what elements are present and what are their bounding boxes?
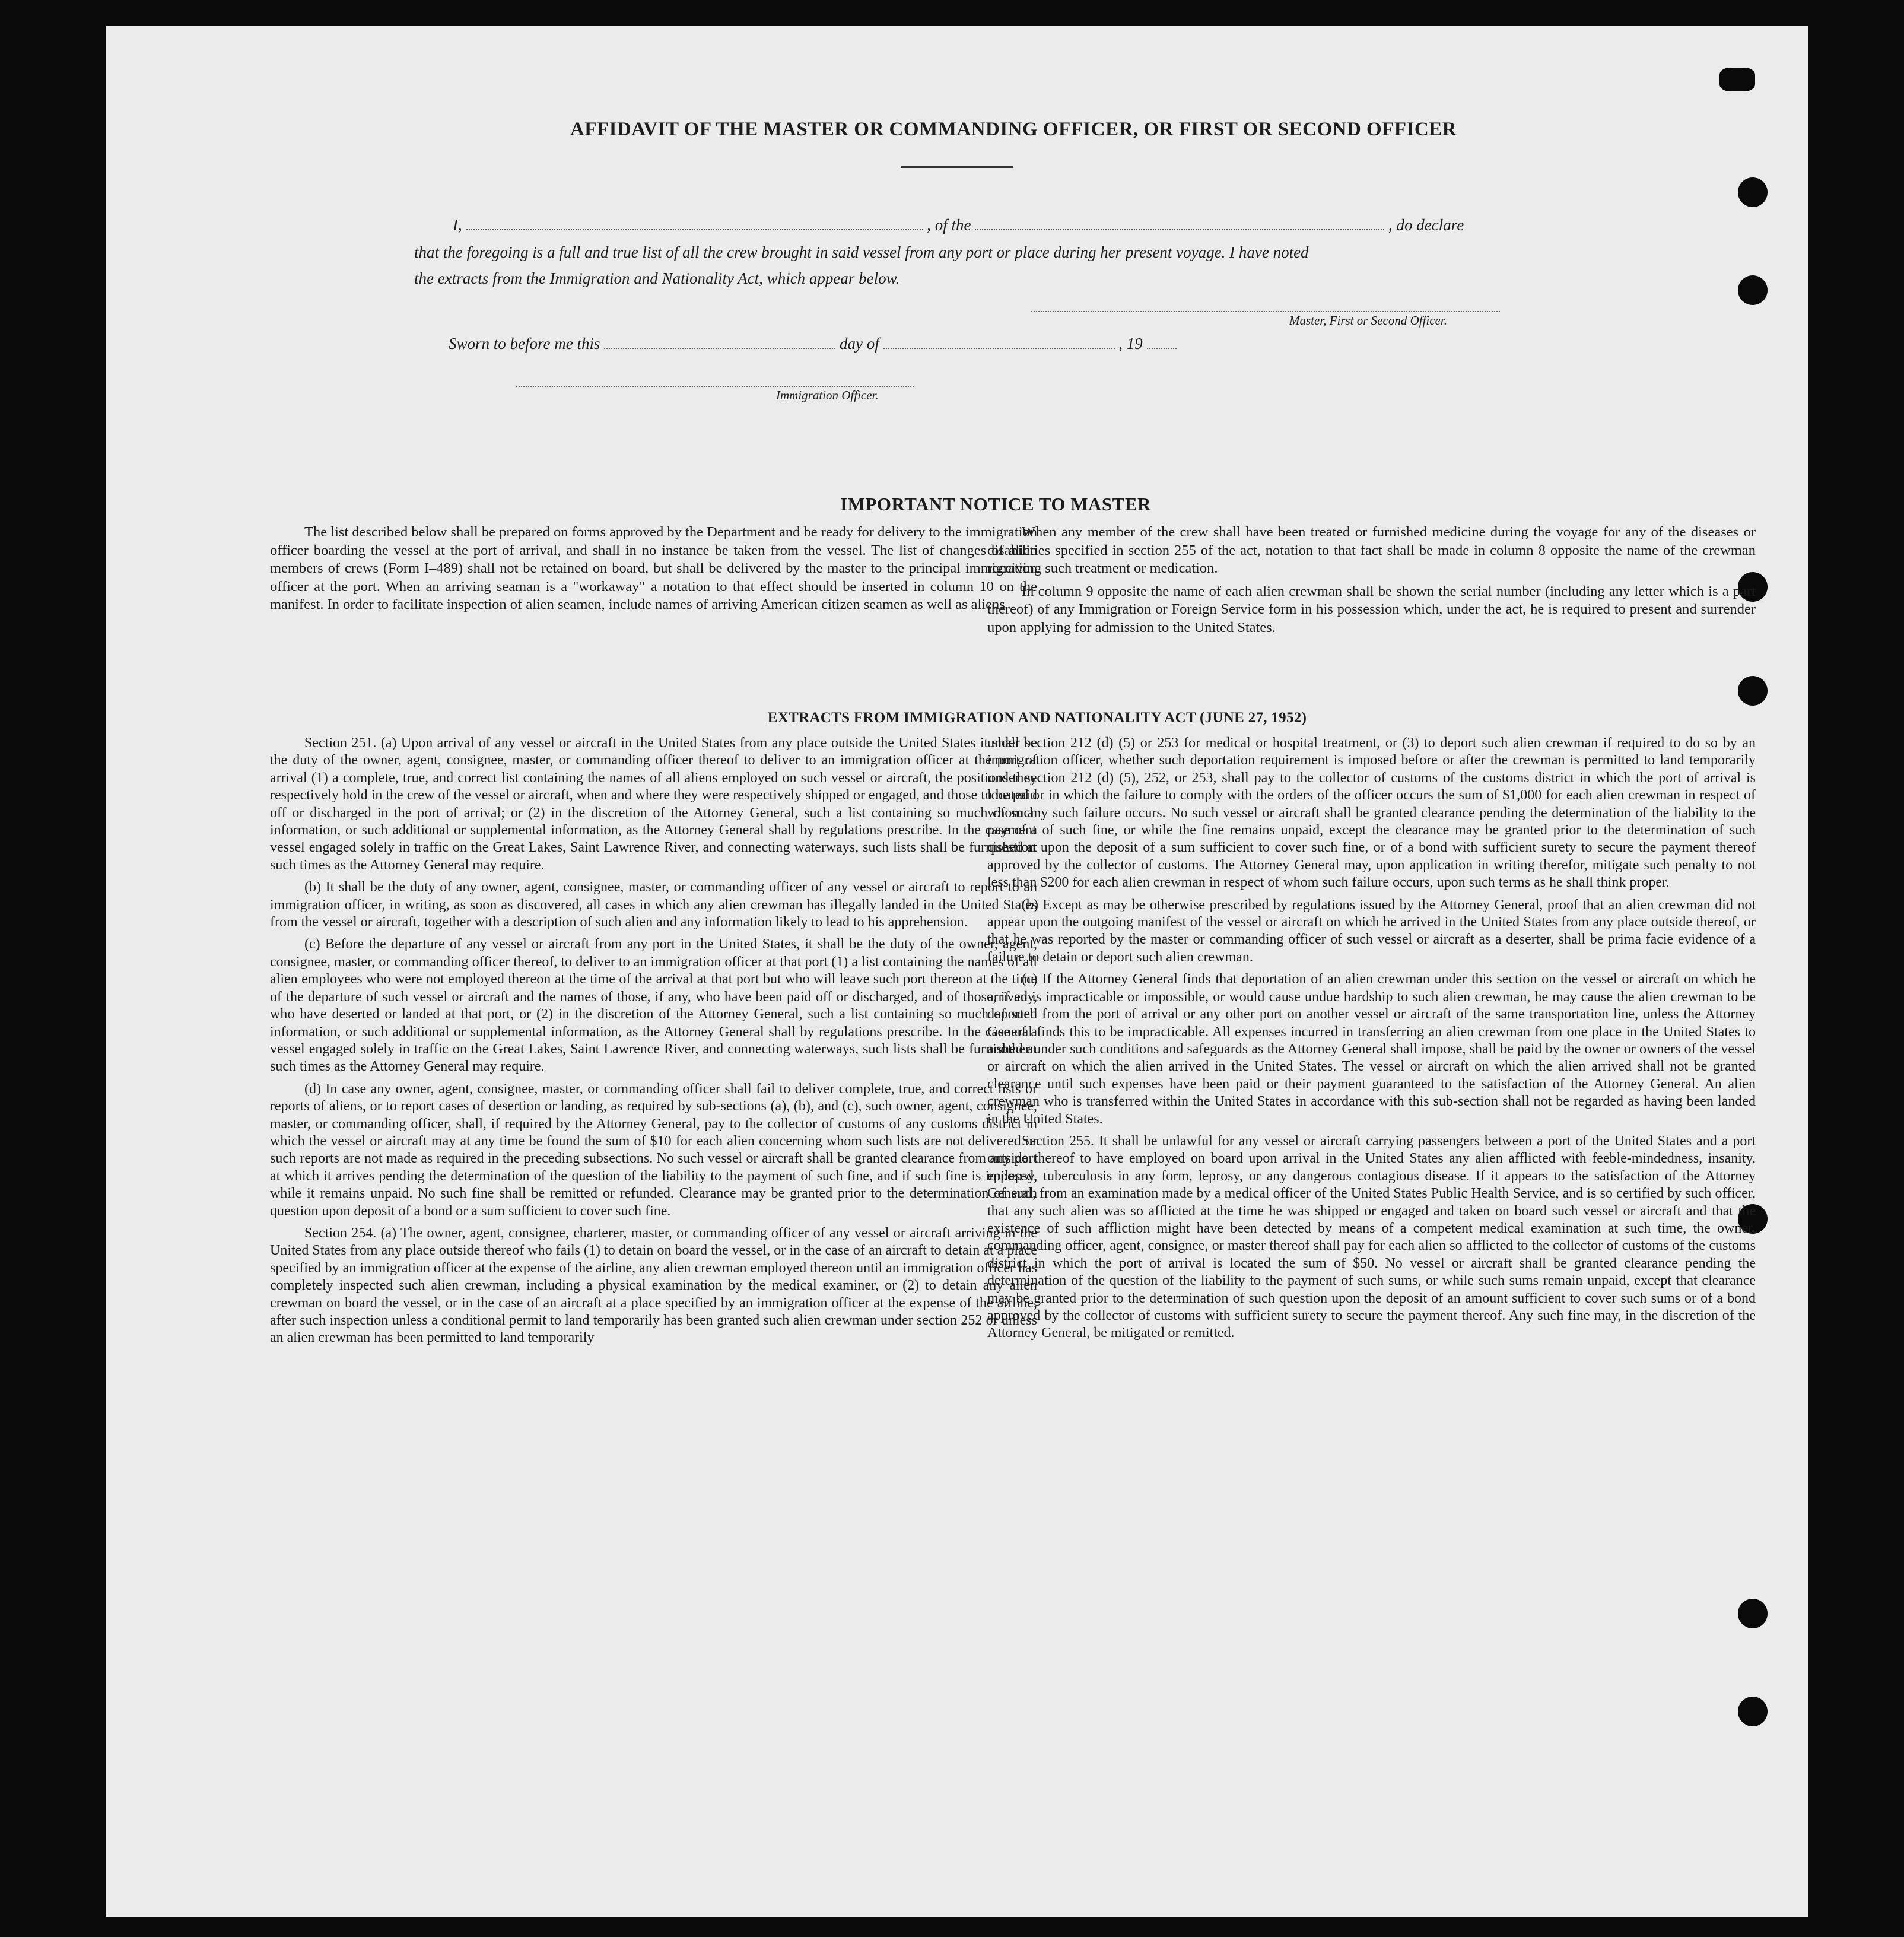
year-prefix-label: , 19 <box>1118 335 1143 353</box>
officer-caption: Immigration Officer. <box>776 388 879 402</box>
decl-do-declare-label: , do declare <box>1388 216 1464 234</box>
notice-right-paragraph-1: When any member of the crew shall have been treated or furnished medicine during the voyage for any of the diseases or disabilities specified in section 255 of the act, notation to that fact shall be made in column 8 opposite the name of the crewman receiving such treatment or medication. <box>987 524 1756 576</box>
notice-right-column <box>987 523 1756 642</box>
master-caption: Master, First or Second Officer. <box>1289 313 1447 328</box>
notice-title: IMPORTANT NOTICE TO MASTER <box>840 494 1151 515</box>
sworn-day-field[interactable] <box>604 336 835 349</box>
notice-right-paragraph-2: In column 9 opposite the name of each alien crewman shall be shown the serial number (including any letter which is a part thereof) of any Immigration or Foreign Service form in his possession which, under the act, he is required to present and surrender upon applying for admission to the United States. <box>987 583 1756 636</box>
declaration-line-1 <box>453 216 1628 234</box>
form-page <box>106 26 1808 1917</box>
punch-hole <box>1738 1599 1768 1628</box>
section-254-a-continued: under section 212 (d) (5) or 253 for medical or hospital treatment, or (3) to deport such alien crewman if required to do so by an immigration officer, whether such deportation requirement is imposed before or after the crewman is permitted to land temporarily under section 212 (d) (5), 252, or 253, shall pay to the collector of customs of the customs district in which the port of arrival is located or in which the failure to comply with the orders of the officer occurs the sum of $1,000 for each alien crewman in respect of whom any such failure occurs. No such vessel or aircraft shall be granted clearance pending the determination of the liability to the payment of such fine, or while the fine remains unpaid, except the clearance may be granted prior to the determination of such question upon the deposit of a sum sufficient to cover such fine, or of a bond with sufficient surety to secure the payment thereof approved by the collector of customs. The Attorney General may, upon application in writing therefor, mitigate such penalty to not less than $200 for each alien crewman in respect of whom such failure occurs, upon such terms as he shall think proper. <box>987 735 1756 891</box>
title-divider <box>901 166 1013 168</box>
punch-hole <box>1719 68 1755 91</box>
sworn-line <box>449 335 1398 353</box>
decl-i-label: I, <box>453 216 462 234</box>
officer-signature-line[interactable] <box>516 386 914 387</box>
extracts-left-column <box>270 735 1037 1352</box>
section-251-d: (d) In case any owner, agent, consignee, master, or commanding officer shall fail to deliver complete, true, and correct lists or reports of aliens, or to report cases of desertion or landing, as required by sub-sections (a), (b), and (c), such owner, agent, consignee, master, or commanding officer, shall, if required by the Attorney General, pay to the collector of customs of any customs district in which the vessel or aircraft may at any time be found the sum of $10 for each alien concerning whom such lists are not delivered or such reports are not made as required in the preceding subsections. No such vessel or aircraft shall be granted clearance from any port at which it arrives pending the determination of the question of the liability to the payment of such fine, and if such fine is imposed, while it remains unpaid. No such fine shall be remitted or refunded. Clearance may be granted prior to the determination of such question upon deposit of a bond or a sum sufficient to cover such fine. <box>270 1081 1037 1219</box>
vessel-field[interactable] <box>975 217 1384 230</box>
name-field[interactable] <box>466 217 923 230</box>
master-signature-line[interactable] <box>1031 311 1500 312</box>
decl-of-the-label: , of the <box>927 216 971 234</box>
punch-hole <box>1738 1697 1768 1726</box>
section-254-a: Section 254. (a) The owner, agent, consignee, charterer, master, or commanding officer of any vessel or aircraft arriving in the United States from any place outside thereof who fails (1) to detain on board the vessel, or in the case of an aircraft to detain at a place specified by an immigration officer at the expense of the airline, any alien crewman employed thereon until an immigration officer has completely inspected such alien crewman, including a physical examination by the medical examiner, or (2) to detain any alien crewman on board the vessel, or in the case of an aircraft at a place specified by an immigration officer at the expense of the airline, after such inspection unless a conditional permit to land temporarily has been granted such alien crewman under section 252 or unless an alien crewman has been permitted to land temporarily <box>270 1225 1037 1346</box>
punch-hole <box>1738 177 1768 207</box>
notice-left-paragraph: The list described below shall be prepared on forms approved by the Department and be ready for delivery to the immigration officer boarding the vessel at the port of arrival, and shall in no instance be taken from the vessel. The list of changes of alien members of crews (Form I–489) shall not be retained on board, but shall be delivered by the master to the principal immigration officer at the port. When an arriving seaman is a "workaway" a notation to that effect should be inserted in column 10 on the manifest. In order to facilitate inspection of alien seamen, include names of arriving American citizen seamen as well as aliens. <box>270 524 1037 612</box>
declaration-line-3: the extracts from the Immigration and Nationality Act, which appear below. <box>414 269 900 287</box>
extracts-right-column <box>987 735 1756 1347</box>
declaration-line-2: that the foregoing is a full and true list of all the crew brought in said vessel from any port or place during her present voyage. I have noted <box>414 243 1309 261</box>
extracts-title: EXTRACTS FROM IMMIGRATION AND NATIONALITY ACT (JUNE 27, 1952) <box>767 710 1307 726</box>
notice-left-column <box>270 523 1037 619</box>
section-254-b: (b) Except as may be otherwise prescribed by regulations issued by the Attorney General, proof that an alien crewman did not appear upon the outgoing manifest of the vessel or aircraft on which he arrived in the United States from any place outside thereof, or that he was reported by the master or commanding officer of such vessel or aircraft as a deserter, shall be prima facie evidence of a failure to detain or deport such alien crewman. <box>987 897 1756 965</box>
section-251-a: Section 251. (a) Upon arrival of any vessel or aircraft in the United States from any place outside the United States it shall be the duty of the owner, agent, consignee, master, or commanding officer thereof to deliver to an immigration officer at the port of arrival (1) a complete, true, and correct list containing the names of all aliens employed on such vessel or aircraft, the positions they respectively hold in the crew of the vessel or aircraft, when and where they were respectively shipped or engaged, and those to be paid off or discharged in the port of arrival; or (2) in the discretion of the Attorney General, such a list containing so much of such information, or such additional or supplemental information, as the Attorney General shall by regulations prescribe. In the case of a vessel engaged solely in traffic on the Great Lakes, Saint Lawrence River, and connecting waterways, such lists shall be furnished at such times as the Attorney General may require. <box>270 735 1037 873</box>
sworn-year-field[interactable] <box>1147 336 1177 349</box>
section-254-c: (c) If the Attorney General finds that deportation of an alien crewman under this section on the vessel or aircraft on which he arrived is impracticable or impossible, or would cause undue hardship to such alien crewman, he may cause the alien crewman to be deported from the port of arrival or any other port on another vessel or aircraft of the same transportation line, unless the Attorney General finds this to be impracticable. All expenses incurred in transferring an alien crewman from one place in the United States to another under such conditions and safeguards as the Attorney General shall impose, shall be paid by the owner or owners of the vessel or aircraft on which the alien arrived in the United States. The vessel or aircraft on which the alien arrived shall not be granted clearance until such expenses have been paid or their payment guaranteed to the satisfaction of the Attorney General. An alien crewman who is transferred within the United States in accordance with this sub-section shall not be regarded as having been landed in the United States. <box>987 971 1756 1127</box>
section-255: Section 255. It shall be unlawful for any vessel or aircraft carrying passengers between a port of the United States and a port outside thereof to have employed on board upon arrival in the United States any alien afflicted with feeble-mindedness, insanity, epilepsy, tuberculosis in any form, leprosy, or any dangerous contagious disease. If it appears to the satisfaction of the Attorney General, from an examination made by a medical officer of the United States Public Health Service, and is so certified by such officer, that any such alien was so afflicted at the time he was shipped or engaged and taken on board such vessel or aircraft and that the existence of such affliction might have been detected by means of a competent medical examination at such time, the owner, commanding officer, agent, consignee, or master thereof shall pay for each alien so afflicted to the collector of customs of the customs district in which the port of arrival is located the sum of $50. No vessel or aircraft shall be granted clearance pending the determination of the question of the liability to the payment of such sums, or while such sums remain unpaid, except that clearance may be granted prior to the determination of such question upon the deposit of an amount sufficient to cover such sums or of a bond approved by the collector of customs with sufficient surety to secure the payment thereof. Any such fine may, in the discretion of the Attorney General, be mitigated or remitted. <box>987 1133 1756 1341</box>
section-251-c: (c) Before the departure of any vessel or aircraft from any port in the United States, it shall be the duty of the owner, agent, consignee, master, or commanding officer thereof, to deliver to an immigration officer at that port (1) a list containing the names of all alien employees who were not employed thereon at the time of the arrival at that port but who will leave such port thereon at the time of the departure of such vessel or aircraft and the names of those, if any, who have been paid off or discharged, and of those, if any, who have deserted or landed at that port, or (2) in the discretion of the Attorney General, such a list containing so much of such information, or such additional or supplemental information, as the Attorney General shall by regulations prescribe. In the case of a vessel engaged solely in traffic on the Great Lakes, Saint Lawrence River, and connecting waterways, such lists shall be furnished at such times as the Attorney General may require. <box>270 936 1037 1075</box>
sworn-label: Sworn to before me this <box>449 335 600 353</box>
section-251-b: (b) It shall be the duty of any owner, agent, consignee, master, or commanding officer of any vessel or aircraft to report to an immigration officer, in writing, as soon as discovered, all cases in which any alien crewman has illegally landed in the United States from the vessel or aircraft, together with a description of such alien and any information likely to lead to his apprehension. <box>270 879 1037 931</box>
punch-hole <box>1738 275 1768 305</box>
affidavit-title: AFFIDAVIT OF THE MASTER OR COMMANDING OFFICER, OR FIRST OR SECOND OFFICER <box>570 119 1457 140</box>
day-of-label: day of <box>840 335 879 353</box>
punch-hole <box>1738 676 1768 706</box>
sworn-month-field[interactable] <box>883 336 1115 349</box>
